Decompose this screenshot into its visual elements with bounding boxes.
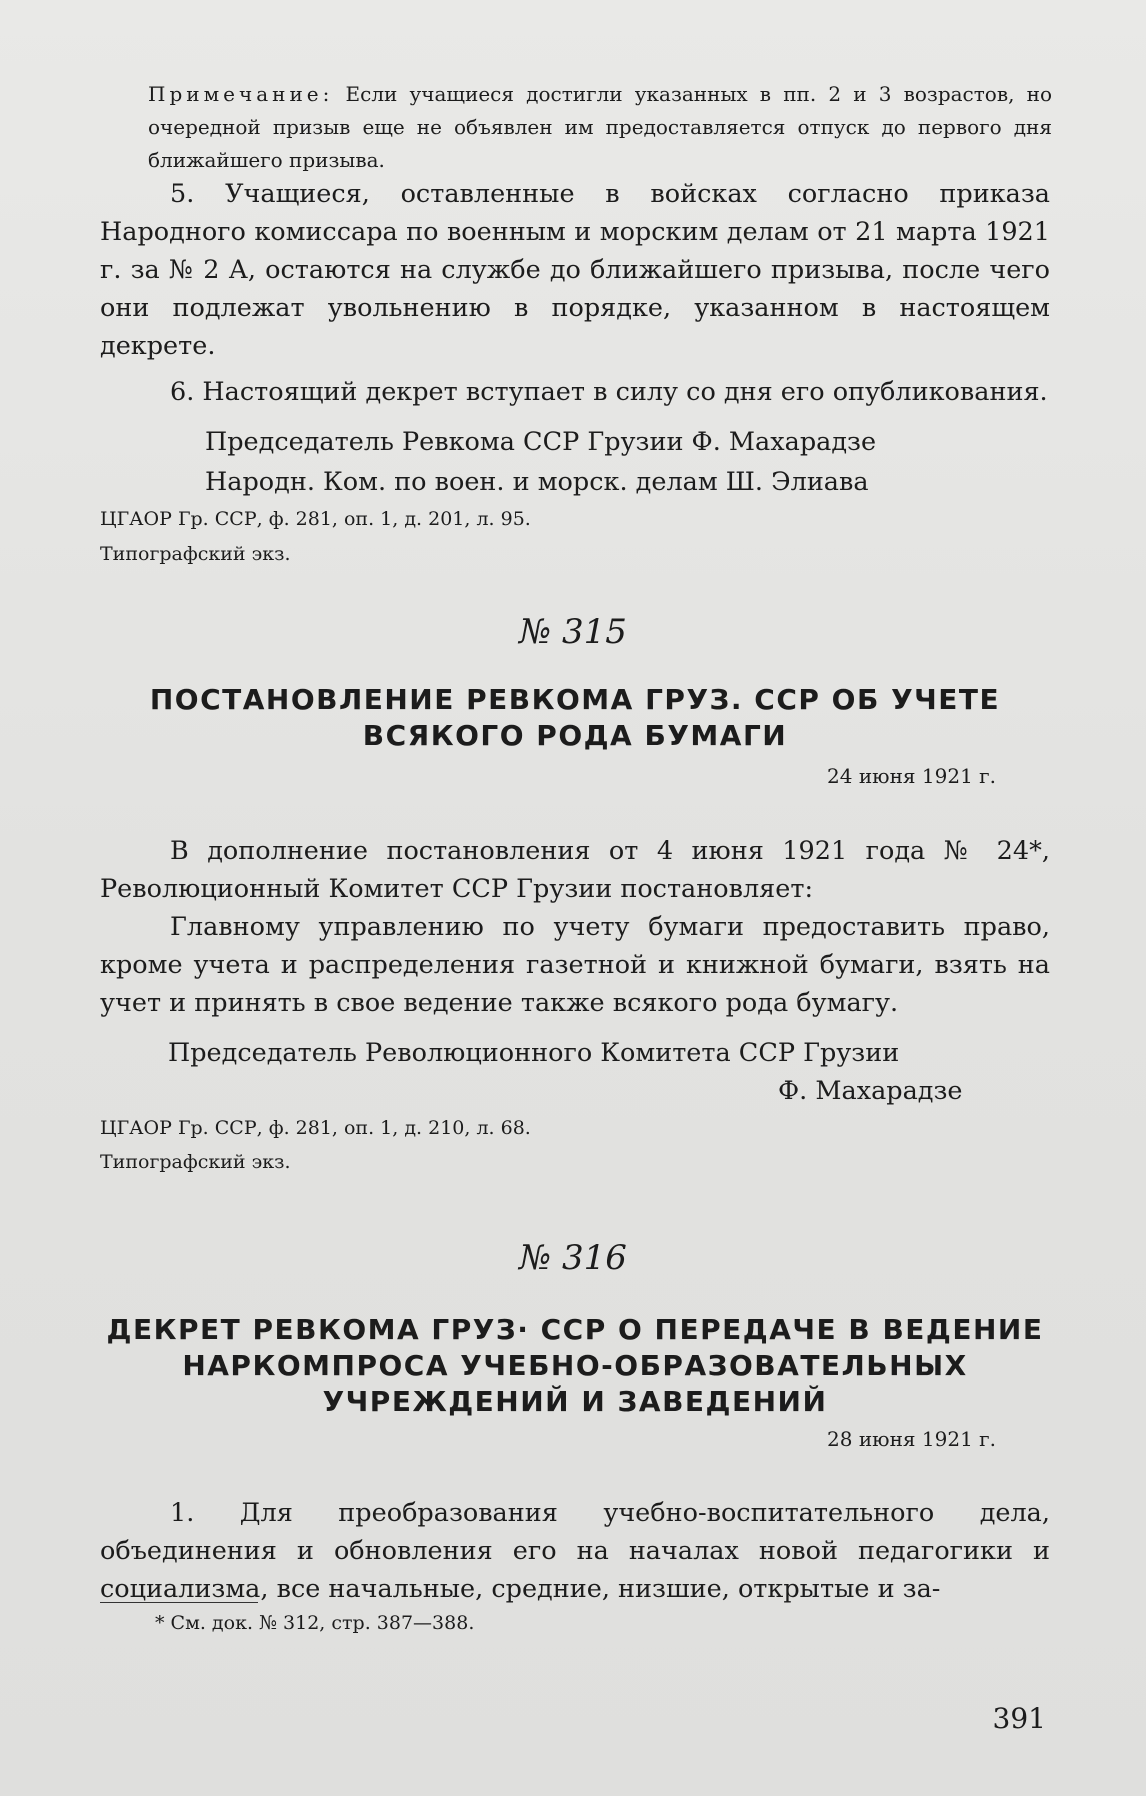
document-body-315 <box>100 832 1050 1022</box>
archive-reference-315: ЦГАОР Гр. ССР, ф. 281, оп. 1, д. 210, л. 68. <box>100 1117 531 1139</box>
document-number-315: № 315 <box>519 612 627 652</box>
footnote: * См. док. № 312, стр. 387—388. <box>155 1612 475 1634</box>
page-number: 391 <box>992 1702 1046 1735</box>
title-line: НАРКОМПРОСА УЧЕБНО-ОБРАЗОВАТЕЛЬНЫХ <box>182 1349 968 1382</box>
document-date-316: 28 июня 1921 г. <box>827 1427 996 1451</box>
document-body-316 <box>100 1494 1050 1608</box>
note-text: Если учащиеся достигли указанных в пп. 2 и 3 возрастов, но очередной призыв еще не объявлен им предоставляется отпуск до первого дня ближайшего призыва. <box>148 82 1052 172</box>
item-6: 6. Настоящий декрет вступает в силу со дня его опубликования. <box>170 377 1048 407</box>
signature-name-315: Ф. Махарадзе <box>778 1076 963 1106</box>
title-line: УЧРЕЖДЕНИЙ И ЗАВЕДЕНИЙ <box>322 1385 828 1418</box>
item-5: 5. Учащиеся, оставленные в войсках согласно приказа Народного комиссара по военным и морским делам от 21 марта 1921 г. за № 2 А, остаются на службе до ближайшего призыва, после чего они подлежат увольнению в порядке, указанном в настоящем декрете. <box>100 179 1050 361</box>
note-label: Примечание: <box>148 82 334 106</box>
document-date-315: 24 июня 1921 г. <box>827 764 996 788</box>
signature-chairman: Председатель Ревкома ССР Грузии Ф. Махарадзе <box>205 427 877 457</box>
copy-type: Типографский экз. <box>100 543 291 565</box>
footnote-divider <box>100 1602 258 1603</box>
title-line: ДЕКРЕТ РЕВКОМА ГРУЗ· ССР О ПЕРЕДАЧЕ В ВЕДЕНИЕ <box>106 1313 1044 1346</box>
document-title-316 <box>100 1312 1050 1420</box>
note-block <box>148 78 1052 177</box>
body-paragraph: 1. Для преобразования учебно-воспитательного дела, объединения и обновления его на началах новой педагогики и социализма, все начальные, средние, низшие, открытые и за- <box>100 1498 1050 1604</box>
archive-reference: ЦГАОР Гр. ССР, ф. 281, оп. 1, д. 201, л. 95. <box>100 508 531 530</box>
body-paragraph: В дополнение постановления от 4 июня 1921 года № 24*, Революционный Комитет ССР Грузии постановляет: <box>100 836 1050 904</box>
document-title-315 <box>100 682 1050 754</box>
copy-type-315: Типографский экз. <box>100 1151 291 1173</box>
decree-continuation <box>100 175 1050 411</box>
signature-chairman-315: Председатель Революционного Комитета ССР Грузии <box>168 1038 900 1068</box>
title-line: ПОСТАНОВЛЕНИЕ РЕВКОМА ГРУЗ. ССР ОБ УЧЕТЕ <box>149 683 1001 716</box>
signature-commissar: Народн. Ком. по воен. и морск. делам Ш. Элиава <box>205 467 869 497</box>
document-number-316: № 316 <box>519 1238 627 1278</box>
title-line: ВСЯКОГО РОДА БУМАГИ <box>362 719 788 752</box>
body-paragraph: Главному управлению по учету бумаги предоставить право, кроме учета и распределения газетной и книжной бумаги, взять на учет и принять в свое ведение также всякого рода бумагу. <box>100 912 1050 1018</box>
